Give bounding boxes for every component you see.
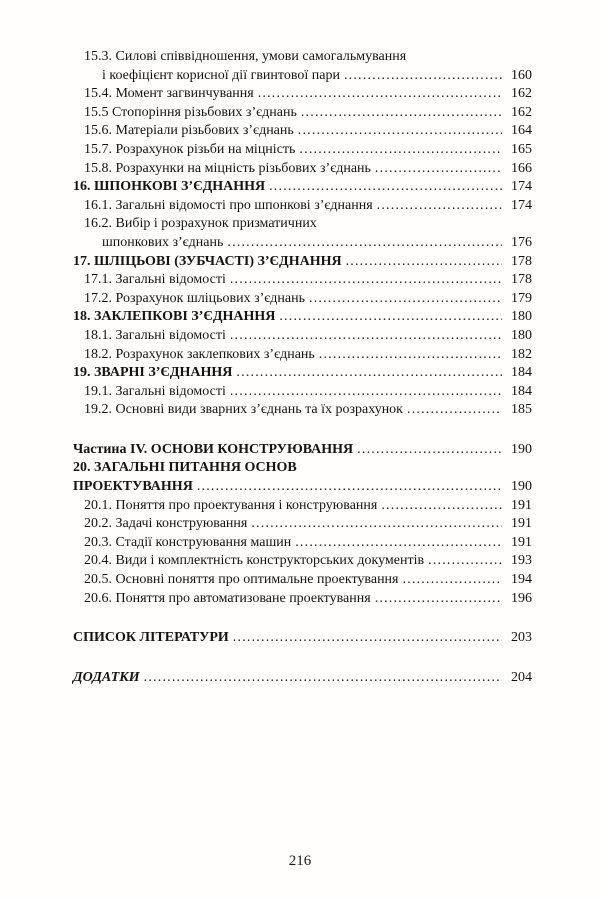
toc-entry — [73, 346, 532, 365]
toc-entry — [73, 534, 532, 553]
toc-entry — [73, 141, 532, 160]
toc-entry-line — [84, 67, 532, 86]
toc-entry-text: Частина IV. ОСНОВИ КОНСТРУЮВАННЯ — [73, 441, 354, 457]
toc-entry-text: і коефіцієнт корисної дії гвинтової пари — [102, 67, 340, 83]
toc-entry-text: 18.1. Загальні відомості — [84, 327, 226, 343]
toc-entry-line — [73, 669, 532, 688]
toc-page-ref: 184 — [511, 383, 532, 399]
toc-page-ref: 190 — [511, 441, 532, 457]
dot-leader — [298, 122, 502, 141]
toc-page-ref: 191 — [511, 516, 532, 532]
toc-entry-text: ДОДАТКИ — [73, 669, 140, 685]
toc-entry — [73, 383, 532, 402]
toc-entry-line — [84, 271, 532, 290]
toc-entry-text: 16.2. Вибір і розрахунок призматичних — [84, 216, 317, 232]
dot-leader — [375, 160, 502, 179]
toc-entry — [73, 364, 532, 383]
toc-entry — [73, 215, 532, 252]
toc-entry-line — [84, 234, 532, 253]
toc-entry-text: 20.4. Види і комплектність конструкторських документів — [84, 553, 425, 569]
toc-entry — [73, 253, 532, 272]
toc-entry-text: шпонкових з’єднань — [102, 234, 224, 250]
toc-entry-text: 20.5. Основні поняття про оптимальне проектування — [84, 572, 399, 588]
toc-entry — [73, 290, 532, 309]
toc-entry — [73, 160, 532, 179]
toc-entry-line — [84, 515, 532, 534]
toc-entry-line — [84, 141, 532, 160]
toc-entry — [73, 178, 532, 197]
toc-entry-text: СПИСОК ЛІТЕРАТУРИ — [73, 630, 229, 646]
toc-entry — [73, 401, 532, 420]
toc-page-ref: 194 — [511, 572, 532, 588]
toc-entry — [73, 271, 532, 290]
toc-entry-text: 15.8. Розрахунки на міцність різьбових з’єднань — [84, 160, 371, 176]
toc-entry-text: 19.2. Основні види зварних з’єднань та їх розрахунок — [84, 402, 403, 418]
toc-entry-text: ПРОЕКТУВАННЯ — [73, 479, 193, 495]
toc-entry — [73, 497, 532, 516]
toc-page-ref: 176 — [511, 234, 532, 250]
toc-page-ref: 182 — [511, 346, 532, 362]
dot-leader — [344, 67, 502, 86]
dot-leader — [251, 515, 502, 534]
dot-leader — [144, 669, 502, 688]
toc-entry-line — [73, 364, 532, 383]
dot-leader — [233, 629, 502, 648]
toc-entry — [73, 197, 532, 216]
dot-leader — [258, 85, 502, 104]
toc-entry-text: 15.3. Силові співвідношення, умови самогальмування — [84, 49, 407, 64]
toc-entry-text: 17.2. Розрахунок шліцьових з’єднань — [84, 290, 305, 306]
toc-page-ref: 185 — [511, 402, 532, 418]
dot-leader — [299, 141, 502, 160]
toc-page-ref: 193 — [511, 553, 532, 569]
toc-entry-line — [84, 401, 532, 420]
dot-leader — [407, 401, 502, 420]
toc-entry — [73, 590, 532, 609]
toc-entry-line — [84, 48, 532, 67]
toc-entry — [73, 629, 532, 648]
dot-leader — [230, 327, 502, 346]
toc-entry-text: 15.6. Матеріали різьбових з’єднань — [84, 123, 294, 139]
dot-leader — [346, 253, 502, 272]
toc-entry-line — [84, 290, 532, 309]
toc-page-ref: 178 — [511, 253, 532, 269]
dot-leader — [357, 441, 502, 460]
toc-page-ref: 162 — [511, 104, 532, 120]
dot-leader — [377, 197, 502, 216]
dot-leader — [428, 552, 502, 571]
toc-page-ref: 180 — [511, 309, 532, 325]
toc-entry — [73, 459, 532, 496]
toc-entry-text: 18. ЗАКЛЕПКОВІ З’ЄДНАННЯ — [73, 309, 276, 325]
dot-leader — [227, 234, 502, 253]
toc-page-ref: 191 — [511, 534, 532, 550]
toc-entry-line — [84, 383, 532, 402]
toc-entry-line — [73, 178, 532, 197]
dot-leader — [403, 571, 503, 590]
dot-leader — [230, 383, 502, 402]
toc-page-ref: 196 — [511, 590, 532, 606]
toc-page-ref: 179 — [511, 290, 532, 306]
toc-page-ref: 164 — [511, 123, 532, 139]
toc-entry-line — [84, 122, 532, 141]
toc-entry-line — [73, 441, 532, 460]
toc-entry — [73, 571, 532, 590]
toc-entry-text: 19. ЗВАРНІ З’ЄДНАННЯ — [73, 365, 233, 381]
toc-page-ref: 178 — [511, 272, 532, 288]
toc-page-ref: 174 — [511, 179, 532, 195]
toc-page-ref: 174 — [511, 197, 532, 213]
toc-entry-text: 15.4. Момент загвинчування — [84, 86, 254, 102]
toc-entry-line — [73, 459, 532, 478]
dot-leader — [197, 478, 502, 497]
toc-entry-text: 15.7. Розрахунок різьби на міцність — [84, 141, 296, 157]
toc-entry — [73, 104, 532, 123]
toc-entry-line — [84, 571, 532, 590]
dot-leader — [319, 346, 502, 365]
toc-entry-text: 20. ЗАГАЛЬНІ ПИТАННЯ ОСНОВ — [73, 460, 297, 476]
toc-entry-line — [84, 215, 532, 234]
toc-entry — [73, 441, 532, 460]
toc-entry-line — [84, 104, 532, 123]
toc-page-ref: 191 — [511, 497, 532, 513]
toc-entry-text: 20.1. Поняття про проектування і конструювання — [84, 497, 378, 513]
toc-entry-line — [84, 346, 532, 365]
toc-list — [73, 48, 532, 687]
toc-page-ref: 190 — [511, 479, 532, 495]
dot-leader — [309, 290, 502, 309]
toc-page-ref: 166 — [511, 160, 532, 176]
toc-entry-text: 19.1. Загальні відомості — [84, 383, 226, 399]
toc-entry — [73, 308, 532, 327]
toc-page-ref: 162 — [511, 86, 532, 102]
toc-entry — [73, 515, 532, 534]
toc-entry-text: 20.2. Задачі конструювання — [84, 516, 248, 532]
toc-entry-text: 20.3. Стадії конструювання машин — [84, 534, 292, 550]
toc-entry-line — [84, 590, 532, 609]
toc-entry-line — [84, 197, 532, 216]
toc-entry — [73, 327, 532, 346]
dot-leader — [295, 534, 502, 553]
toc-page-ref: 160 — [511, 67, 532, 83]
dot-leader — [301, 104, 502, 123]
toc-entry-line — [84, 327, 532, 346]
dot-leader — [236, 364, 502, 383]
toc-entry — [73, 122, 532, 141]
page-number: 216 — [288, 853, 312, 869]
toc-entry — [73, 552, 532, 571]
toc-entry-line — [84, 160, 532, 179]
toc-entry-text: 20.6. Поняття про автоматизоване проектування — [84, 590, 371, 606]
toc-entry — [73, 85, 532, 104]
toc-page-ref: 165 — [511, 141, 532, 157]
toc-entry — [73, 48, 532, 85]
dot-leader — [269, 178, 502, 197]
dot-leader — [279, 308, 502, 327]
toc-page-ref: 184 — [511, 365, 532, 381]
toc-entry-text: 15.5 Стопоріння різьбових з’єднань — [84, 104, 297, 120]
toc-entry-line — [84, 497, 532, 516]
toc-entry-text: 18.2. Розрахунок заклепкових з’єднань — [84, 346, 315, 362]
toc-entry-line — [84, 85, 532, 104]
dot-leader — [375, 590, 502, 609]
dot-leader — [230, 271, 502, 290]
toc-entry-text: 16. ШПОНКОВІ З’ЄДНАННЯ — [73, 179, 266, 195]
toc-entry-text: 16.1. Загальні відомості про шпонкові з’єднання — [84, 197, 373, 213]
toc-entry-line — [73, 253, 532, 272]
toc-entry-text: 17. ШЛІЦЬОВІ (ЗУБЧАСТІ) З’ЄДНАННЯ — [73, 253, 342, 269]
toc-entry-line — [84, 552, 532, 571]
toc-entry-line — [73, 629, 532, 648]
toc-page-ref: 203 — [511, 630, 532, 646]
toc-entry-line — [73, 478, 532, 497]
toc-page-ref: 180 — [511, 327, 532, 343]
toc-entry-line — [84, 534, 532, 553]
dot-leader — [381, 497, 502, 516]
toc-entry-line — [73, 308, 532, 327]
toc-page-ref: 204 — [511, 669, 532, 685]
toc-entry-text: 17.1. Загальні відомості — [84, 272, 226, 288]
toc-entry — [73, 669, 532, 688]
